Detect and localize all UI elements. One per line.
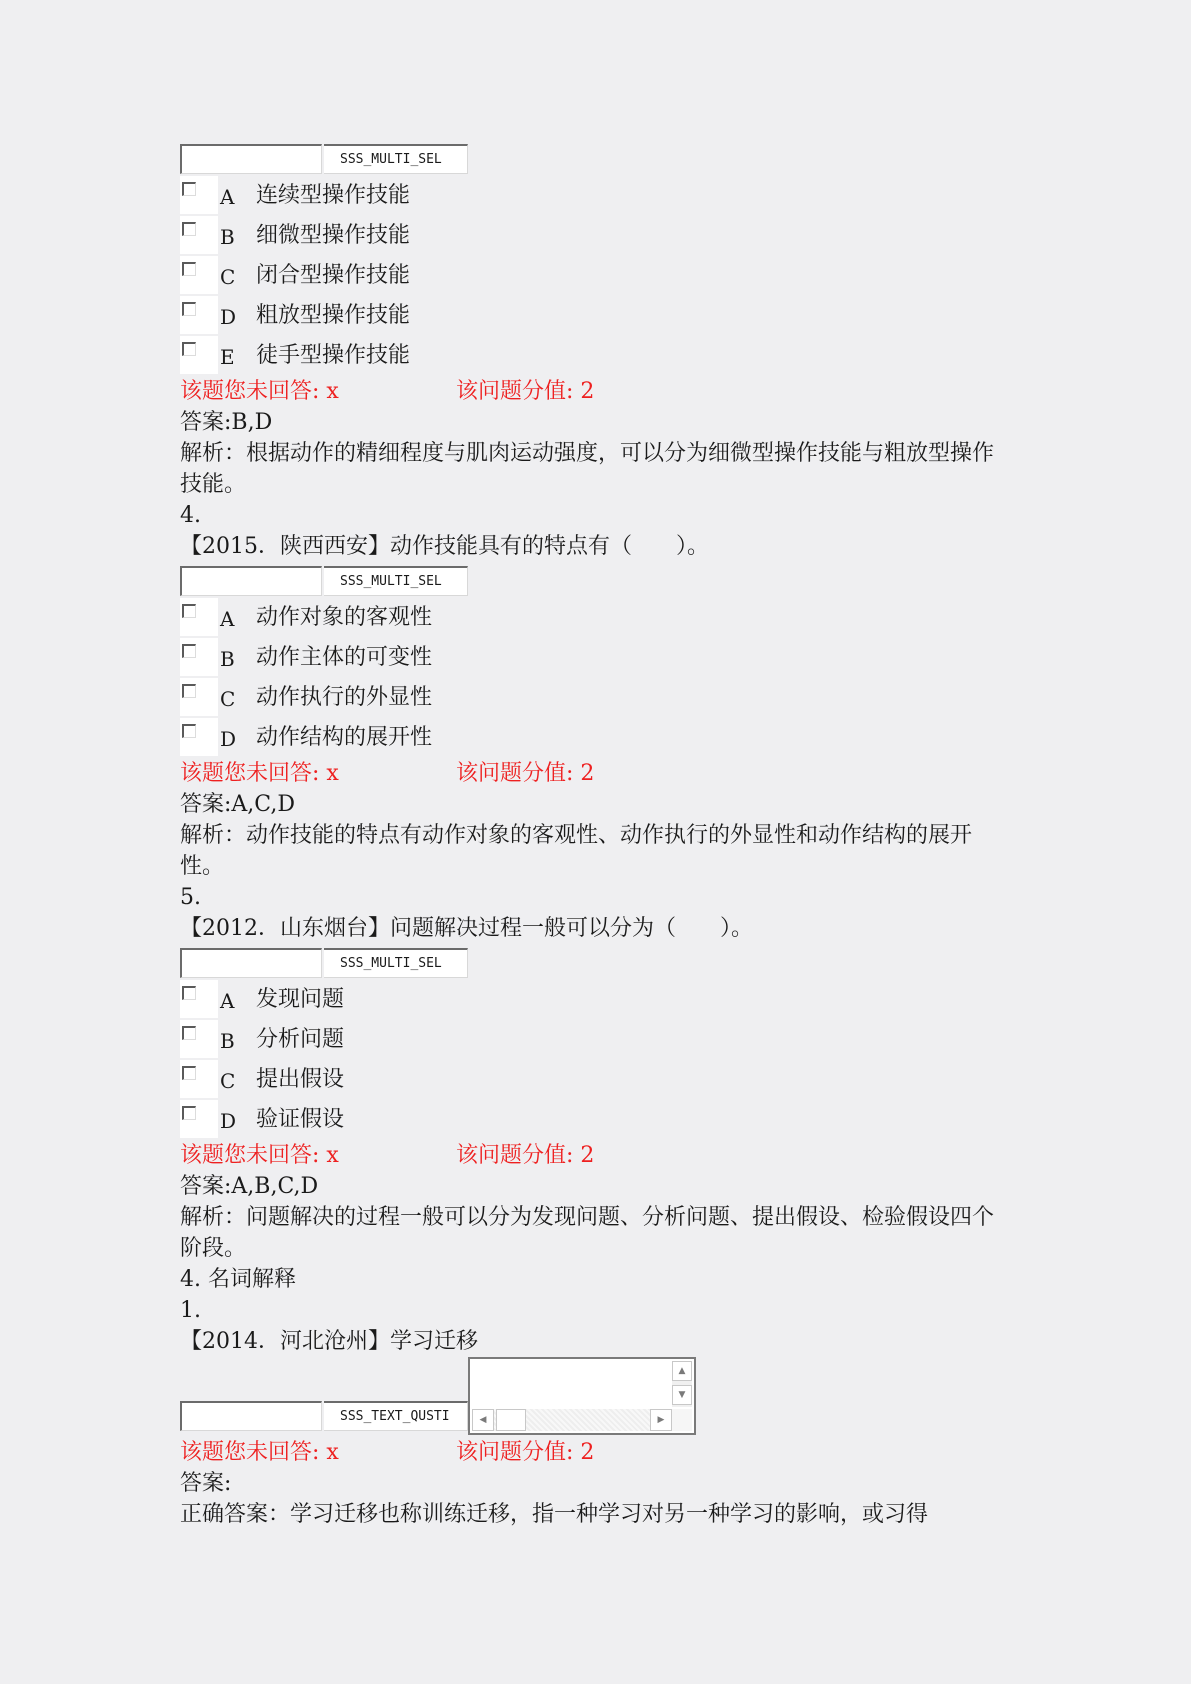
checkbox-cell (180, 1020, 218, 1058)
checkbox-cell (180, 256, 218, 294)
checkbox-icon[interactable] (182, 182, 196, 196)
option-letter: A (220, 607, 235, 631)
option-letter: C (220, 687, 236, 711)
checkbox-cell (180, 296, 218, 334)
term1-number: 1. (180, 1298, 201, 1323)
q5-stem: 【2012．山东烟台】问题解决过程一般可以分为（ ）。 (180, 916, 753, 941)
q3-code-row (180, 140, 470, 176)
q4-option-d[interactable] (180, 718, 1000, 758)
q3-option-b[interactable] (180, 216, 1000, 256)
term1-status (180, 1437, 1000, 1468)
checkbox-icon[interactable] (182, 604, 196, 618)
q3-option-d[interactable] (180, 296, 1000, 336)
score-value: 该问题分值: 2 (456, 1143, 595, 1168)
q5-code-row (180, 944, 470, 980)
option-letter: D (220, 1109, 237, 1133)
q4-answer-input[interactable] (180, 566, 322, 596)
option-text: 细微型操作技能 (256, 223, 411, 248)
horizontal-scrollbar[interactable] (472, 1409, 672, 1431)
option-letter: E (220, 345, 235, 369)
term1-answer-textarea[interactable] (468, 1357, 696, 1435)
unanswered-status: 该题您未回答: x (180, 1440, 339, 1465)
term1-type-field: SSS_TEXT_QUSTI (324, 1401, 468, 1431)
score-value: 该问题分值: 2 (456, 379, 595, 404)
checkbox-cell (180, 718, 218, 756)
checkbox-cell (180, 638, 218, 676)
q4-stem: 【2015．陕西西安】动作技能具有的特点有（ ）。 (180, 534, 709, 559)
checkbox-cell (180, 176, 218, 214)
q4-status (180, 758, 1000, 789)
checkbox-icon[interactable] (182, 342, 196, 356)
q3-option-e[interactable] (180, 336, 1000, 376)
option-text: 发现问题 (256, 987, 345, 1012)
vertical-scrollbar[interactable] (672, 1361, 692, 1407)
option-letter: A (220, 989, 235, 1013)
checkbox-icon[interactable] (182, 262, 196, 276)
option-letter: D (220, 727, 237, 751)
q3-type-field: SSS_MULTI_SEL (324, 144, 468, 174)
checkbox-icon[interactable] (182, 1066, 196, 1080)
checkbox-icon[interactable] (182, 1026, 196, 1040)
exam-page (180, 140, 1000, 1530)
unanswered-status: 该题您未回答: x (180, 379, 339, 404)
q3-status (180, 376, 1000, 407)
q5-answer: 答案:A,B,C,D (180, 1174, 319, 1199)
option-letter: C (220, 1069, 236, 1093)
checkbox-icon[interactable] (182, 684, 196, 698)
q5-status (180, 1140, 1000, 1171)
option-letter: B (220, 225, 235, 249)
checkbox-icon[interactable] (182, 222, 196, 236)
option-text: 分析问题 (256, 1027, 345, 1052)
q3-answer-input[interactable] (180, 144, 322, 174)
q4-analysis: 解析：动作技能的特点有动作对象的客观性、动作执行的外显性和动作结构的展开性。 (180, 823, 973, 879)
score-value: 该问题分值: 2 (456, 1440, 595, 1465)
option-text: 动作对象的客观性 (256, 605, 433, 630)
q5-analysis: 解析：问题解决的过程一般可以分为发现问题、分析问题、提出假设、检验假设四个阶段。 (180, 1205, 995, 1261)
scrollbar-thumb[interactable] (496, 1409, 526, 1431)
q4-answer: 答案:A,C,D (180, 792, 295, 817)
unanswered-status: 该题您未回答: x (180, 1143, 339, 1168)
scroll-left-icon[interactable]: ◀ (472, 1409, 494, 1431)
q3-answer: 答案:B,D (180, 410, 273, 435)
q3-option-c[interactable] (180, 256, 1000, 296)
option-text: 动作执行的外显性 (256, 685, 433, 710)
q3-option-a[interactable] (180, 176, 1000, 216)
checkbox-icon[interactable] (182, 724, 196, 738)
q5-type-field: SSS_MULTI_SEL (324, 948, 468, 978)
option-text: 提出假设 (256, 1067, 345, 1092)
score-value: 该问题分值: 2 (456, 761, 595, 786)
checkbox-cell (180, 336, 218, 374)
option-text: 动作主体的可变性 (256, 645, 433, 670)
checkbox-cell (180, 598, 218, 636)
q5-option-d[interactable] (180, 1100, 1000, 1140)
option-text: 徒手型操作技能 (256, 343, 411, 368)
section-title: 4. 名词解释 (180, 1267, 296, 1292)
q4-option-a[interactable] (180, 598, 1000, 638)
q4-type-field: SSS_MULTI_SEL (324, 566, 468, 596)
q5-answer-input[interactable] (180, 948, 322, 978)
option-letter: B (220, 647, 235, 671)
option-text: 连续型操作技能 (256, 183, 411, 208)
option-text: 动作结构的展开性 (256, 725, 433, 750)
q5-number: 5. (180, 885, 201, 910)
option-letter: B (220, 1029, 235, 1053)
term1-code-row (180, 1357, 700, 1437)
checkbox-cell (180, 1100, 218, 1138)
term1-stem: 【2014．河北沧州】学习迁移 (180, 1329, 478, 1354)
checkbox-icon[interactable] (182, 1106, 196, 1120)
checkbox-cell (180, 980, 218, 1018)
option-text: 闭合型操作技能 (256, 263, 411, 288)
q4-code-row (180, 562, 470, 598)
scroll-right-icon[interactable]: ▶ (650, 1409, 672, 1431)
checkbox-cell (180, 678, 218, 716)
option-letter: C (220, 265, 236, 289)
scrollbar-corner (672, 1409, 692, 1431)
q4-option-b[interactable] (180, 638, 1000, 678)
q4-option-c[interactable] (180, 678, 1000, 718)
term1-answer: 答案: (180, 1471, 232, 1496)
checkbox-icon[interactable] (182, 986, 196, 1000)
scroll-up-icon[interactable]: ▲ (672, 1361, 692, 1381)
q4-number: 4. (180, 503, 201, 528)
checkbox-cell (180, 216, 218, 254)
term1-correct-answer: 正确答案：学习迁移也称训练迁移，指一种学习对另一种学习的影响，或习得 (180, 1502, 929, 1527)
checkbox-icon[interactable] (182, 644, 196, 658)
option-text: 粗放型操作技能 (256, 303, 411, 328)
option-letter: D (220, 305, 237, 329)
q5-option-c[interactable] (180, 1060, 1000, 1100)
scroll-down-icon[interactable]: ▼ (672, 1385, 692, 1405)
q3-analysis: 解析：根据动作的精细程度与肌肉运动强度，可以分为细微型操作技能与粗放型操作技能。 (180, 441, 995, 497)
option-text: 验证假设 (256, 1107, 345, 1132)
q5-option-a[interactable] (180, 980, 1000, 1020)
unanswered-status: 该题您未回答: x (180, 761, 339, 786)
option-letter: A (220, 185, 235, 209)
term1-answer-input[interactable] (180, 1401, 322, 1431)
q5-option-b[interactable] (180, 1020, 1000, 1060)
checkbox-cell (180, 1060, 218, 1098)
checkbox-icon[interactable] (182, 302, 196, 316)
